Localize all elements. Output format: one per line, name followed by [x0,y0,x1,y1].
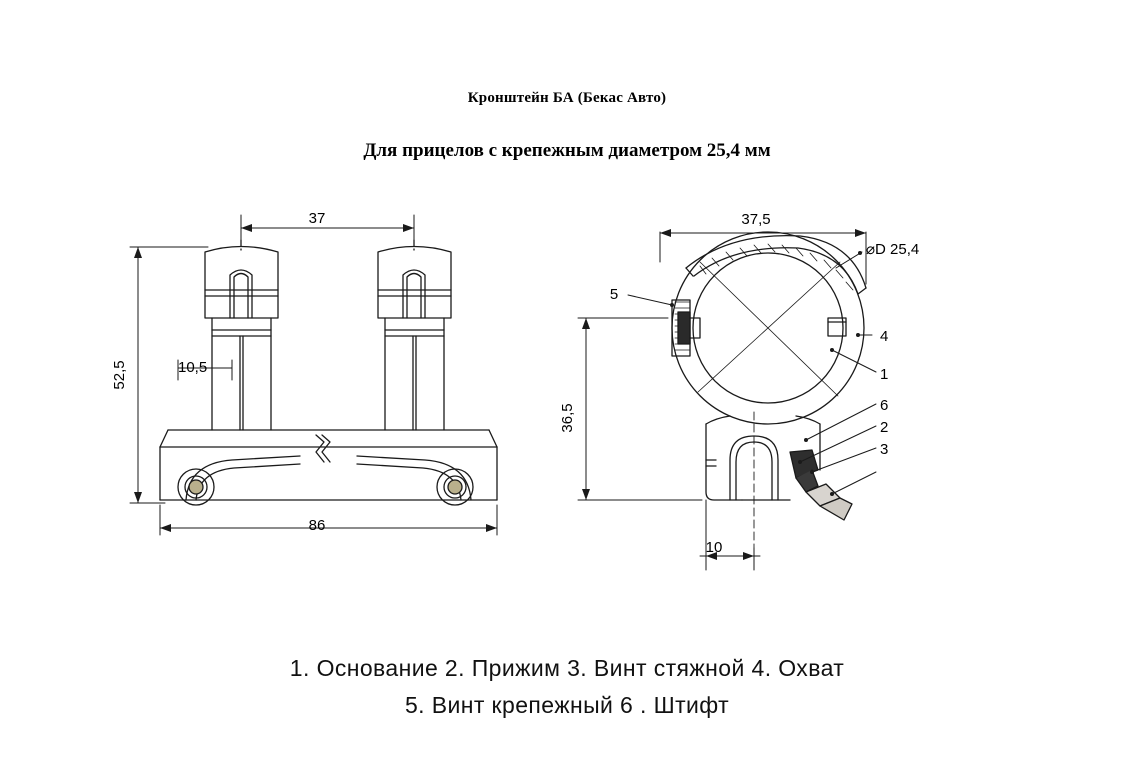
dim-front-width-bottom: 86 [308,517,326,534]
callout-2: 2 [880,419,889,436]
callout-1: 1 [880,366,889,383]
dim-side-height-left: 36,5 [559,403,576,433]
legend-line-2: 5. Винт крепежный 6 . Штифт [404,692,730,718]
dim-front-offset-left: 10,5 [178,359,208,376]
callout-3: 3 [880,441,889,458]
page-subtitle: Для прицелов с крепежным диаметром 25,4 мм [363,140,771,161]
dim-side-bore-diameter: ⌀D 25,4 [866,241,920,258]
front-view-geometry [160,240,497,505]
side-view-geometry [672,232,866,548]
dim-side-base-width: 10 [705,539,723,556]
dim-front-height-left: 52,5 [111,360,128,390]
dim-side-width-top: 37,5 [741,211,771,228]
callout-6: 6 [880,397,889,414]
dim-front-width-top: 37 [308,210,326,227]
legend-line-1: 1. Основание 2. Прижим 3. Винт стяжной 4. Охват [289,655,845,681]
callout-4: 4 [880,328,889,345]
page-title: Кронштейн БА (Бекас Авто) [467,90,667,106]
callout-5: 5 [609,286,619,303]
